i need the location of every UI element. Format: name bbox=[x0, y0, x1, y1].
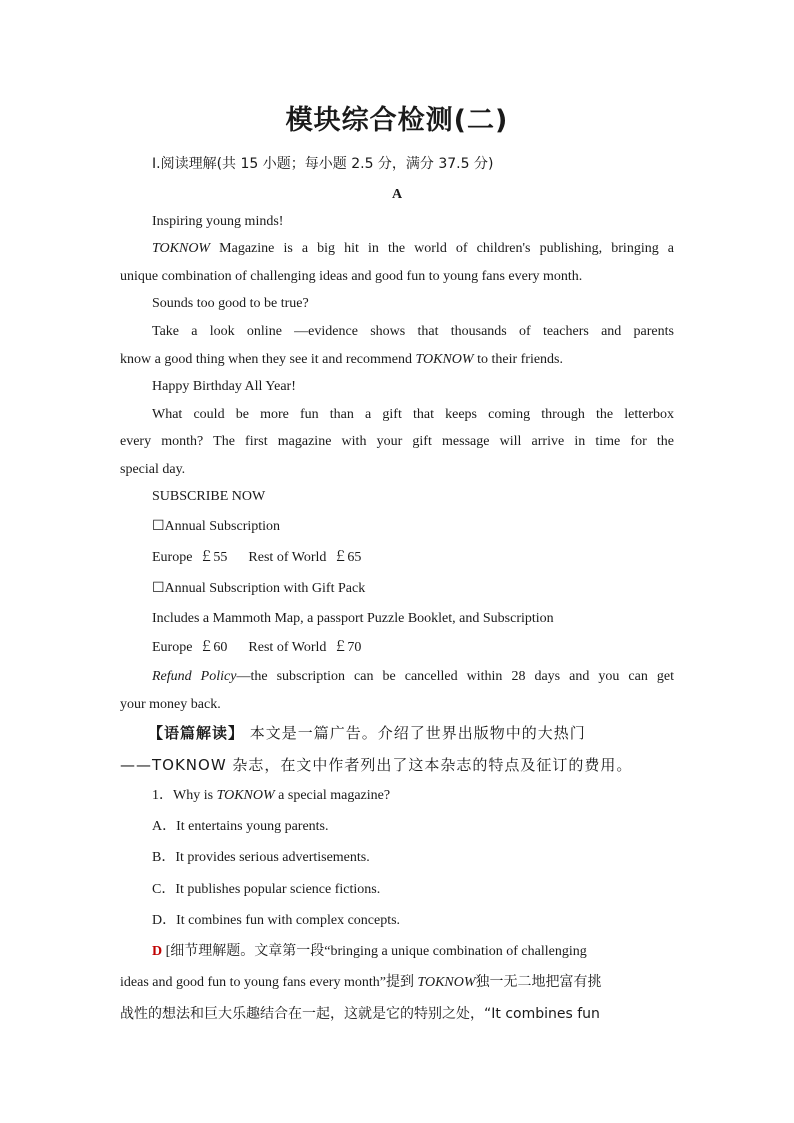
passage-line: unique combination of challenging ideas and good fun to young fans every month. bbox=[120, 269, 583, 284]
passage-label: A bbox=[391, 187, 403, 202]
interpretation-line: 【语篇解读】 本文是一篇广告。介绍了世界出版物中的大热门 bbox=[148, 724, 586, 742]
subscription-option: ☐Annual Subscription with Gift Pack bbox=[152, 581, 366, 596]
answer-explanation-line: ideas and good fun to young fans every month”提到 TOKNOW独一无二地把富有挑 bbox=[120, 975, 602, 990]
passage-line: every month? The first magazine with your gift message will arrive in time for the bbox=[120, 434, 674, 449]
passage-paragraph: SUBSCRIBE NOW bbox=[152, 489, 266, 504]
passage-line: your money back. bbox=[120, 697, 221, 712]
answer-option: B．It provides serious advertisements. bbox=[152, 850, 370, 865]
passage-paragraph: Refund Policy—the subscription can be cancelled within 28 days and you can get bbox=[152, 669, 674, 684]
price-line: Europe ￡55 Rest of World ￡65 bbox=[152, 550, 362, 565]
section-header: Ⅰ.阅读理解(共 15 小题；每小题 2.5 分，满分 37.5 分) bbox=[152, 156, 494, 172]
passage-paragraph: Includes a Mammoth Map, a passport Puzzle Booklet, and Subscription bbox=[152, 611, 554, 626]
answer-explanation-line: 战性的想法和巨大乐趣结合在一起，这就是它的特别之处，“It combines fun bbox=[120, 1006, 600, 1022]
passage-paragraph: Happy Birthday All Year! bbox=[152, 379, 296, 394]
subscription-option: ☐Annual Subscription bbox=[152, 519, 281, 534]
answer-option: A．It entertains young parents. bbox=[152, 819, 329, 834]
magazine-name: TOKNOW bbox=[415, 352, 474, 367]
passage-paragraph: Take a look online —evidence shows that thousands of teachers and parents bbox=[152, 324, 674, 339]
answer-option: D．It combines fun with complex concepts. bbox=[152, 913, 401, 928]
passage-line: know a good thing when they see it and recommend TOKNOW to their friends. bbox=[120, 352, 563, 367]
refund-policy-label: Refund Policy bbox=[152, 669, 237, 684]
page-title: 模块综合检测(二) bbox=[285, 105, 509, 136]
passage-paragraph: TOKNOW Magazine is a big hit in the world of children's publishing, bringing a bbox=[152, 241, 674, 256]
price-line: Europe ￡60 Rest of World ￡70 bbox=[152, 640, 362, 655]
passage-paragraph: Inspiring young minds! bbox=[152, 214, 284, 229]
passage-line: special day. bbox=[120, 462, 186, 477]
magazine-name: TOKNOW bbox=[417, 975, 476, 990]
answer-letter: D bbox=[152, 944, 163, 959]
passage-paragraph: What could be more fun than a gift that keeps coming through the letterbox bbox=[152, 407, 674, 422]
answer-explanation: D [细节理解题。文章第一段“bringing a unique combination of challenging bbox=[152, 944, 587, 959]
interpretation-label: 【语篇解读】 bbox=[148, 724, 245, 742]
interpretation-line: ——TOKNOW 杂志，在文中作者列出了这本杂志的特点及征订的费用。 bbox=[120, 756, 633, 774]
magazine-name: TOKNOW bbox=[152, 241, 211, 256]
question-stem: 1．Why is TOKNOW a special magazine? bbox=[152, 788, 391, 803]
passage-paragraph: Sounds too good to be true? bbox=[152, 296, 309, 311]
magazine-name: TOKNOW bbox=[216, 788, 275, 803]
answer-option: C．It publishes popular science fictions. bbox=[152, 882, 381, 897]
